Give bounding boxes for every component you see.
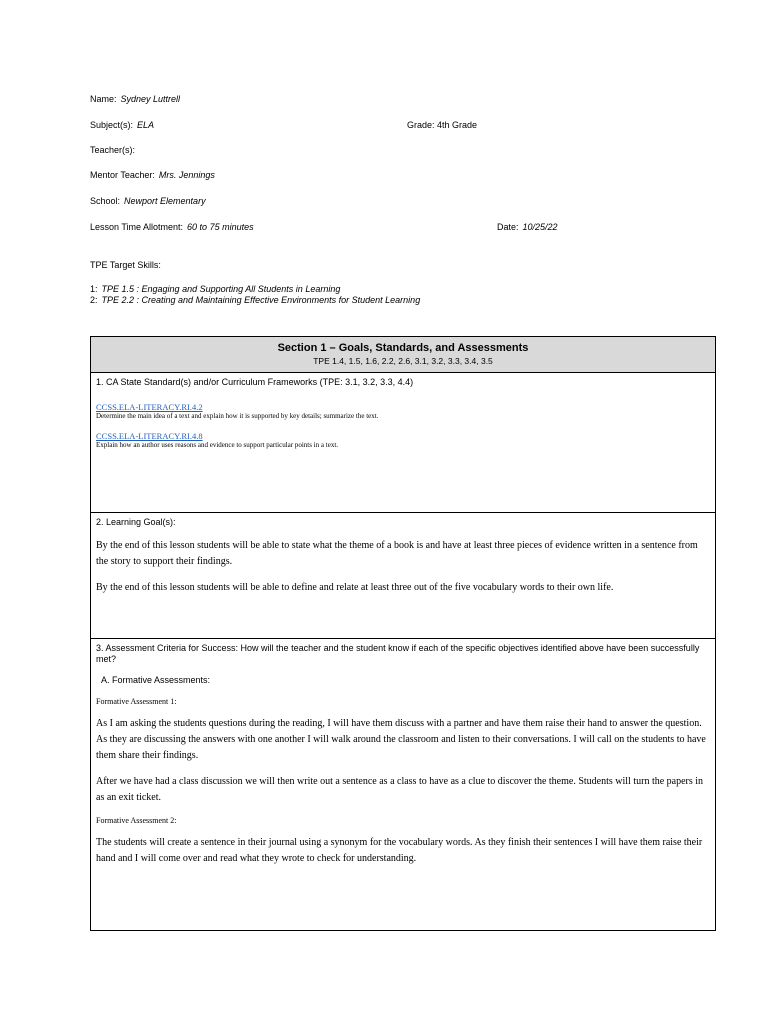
teachers-label: Teacher(s):: [90, 145, 136, 155]
subjects-value: ELA: [137, 120, 155, 130]
standard-link-ri42[interactable]: CCSS.ELA-LITERACY.RI.4.2: [96, 402, 203, 412]
tpe-item: 1: TPE 1.5 : Engaging and Supporting All Students in Learning: [90, 284, 341, 294]
section1-subtitle: TPE 1.4, 1.5, 1.6, 2.2, 2.6, 3.1, 3.2, 3.3, 3.4, 3.5: [313, 356, 493, 366]
learning-goal: By the end of this lesson students will be able to define and relate at least three out of the five vocabulary words to their own life.: [96, 582, 614, 593]
formative-assessment-1-label: Formative Assessment 1:: [96, 697, 177, 706]
subjects-field: [90, 119, 154, 131]
mentor-field: [90, 169, 215, 181]
formative-assessment-1-text: As I am asking the students questions during the reading, I will have them discuss with a partner and have them raise their hand to answer the question. As they are discussing the answers with one another I will walk around the classroom and listen to their conversations. I will call on the students to have them share their findings.: [96, 718, 706, 761]
date-value: 10/25/22: [522, 222, 558, 232]
tpe-list: [90, 284, 420, 306]
standard-desc: Explain how an author uses reasons and evidence to support particular points in a text.: [96, 441, 339, 449]
tpe-target-label: TPE Target Skills:: [90, 260, 161, 270]
school-label: School:: [90, 196, 121, 206]
formative-assessment-1-followup: After we have had a class discussion we will then write out a sentence as a class to have as a clue to discover the theme. Students will turn the papers in as an exit ticket.: [96, 776, 704, 803]
grade-label: Grade:: [407, 120, 435, 130]
learning-goal: By the end of this lesson students will be able to state what the theme of a book is and have at least three pieces of evidence written in a sentence from the story to support their findings.: [96, 540, 698, 567]
grade-value: 4th Grade: [437, 120, 478, 130]
formative-heading: A. Formative Assessments:: [101, 675, 211, 685]
formative-assessment-2-text: The students will create a sentence in their journal using a synonym for the vocabulary words. As they finish their sentences I will have them raise their hand and I will come over and read what they wrote to check for understanding.: [96, 837, 703, 864]
formative-assessment-2-label: Formative Assessment 2:: [96, 816, 177, 825]
standards-box: [91, 373, 715, 513]
grade-field: [407, 119, 477, 131]
standard-link-ri48[interactable]: CCSS.ELA-LITERACY.RI.4.8: [96, 431, 203, 441]
assessment-question: 3. Assessment Criteria for Success: How will the teacher and the student know if each of the specific objectives identified above have been successfully met?: [96, 643, 700, 664]
section1-table: [90, 336, 716, 931]
date-field: [497, 221, 558, 233]
mentor-label: Mentor Teacher:: [90, 170, 155, 180]
subjects-label: Subject(s):: [90, 120, 134, 130]
tpe-item: 2: TPE 2.2 : Creating and Maintaining Effective Environments for Student Learning: [90, 295, 421, 305]
time-field: [90, 221, 254, 233]
learning-goals-box: [91, 513, 715, 639]
name-value: Sydney Luttrell: [120, 94, 181, 104]
school-value: Newport Elementary: [124, 196, 206, 206]
standard-desc: Determine the main idea of a text and explain how it is supported by key details; summarize the text.: [96, 412, 379, 420]
time-label: Lesson Time Allotment:: [90, 222, 184, 232]
standards-question: 1. CA State Standard(s) and/or Curriculum Frameworks (TPE: 3.1, 3.2, 3.3, 4.4): [96, 377, 414, 387]
assessment-box: [91, 639, 715, 930]
school-field: [90, 195, 206, 207]
name-label: Name:: [90, 94, 117, 104]
time-value: 60 to 75 minutes: [187, 222, 254, 232]
mentor-value: Mrs. Jennings: [158, 170, 215, 180]
teachers-field: [90, 144, 135, 156]
name-field: [90, 93, 180, 105]
learning-goals-question: 2. Learning Goal(s):: [96, 517, 176, 527]
date-label: Date:: [497, 222, 519, 232]
section1-title: Section 1 – Goals, Standards, and Assessments: [277, 342, 529, 354]
section1-header: [91, 337, 715, 373]
